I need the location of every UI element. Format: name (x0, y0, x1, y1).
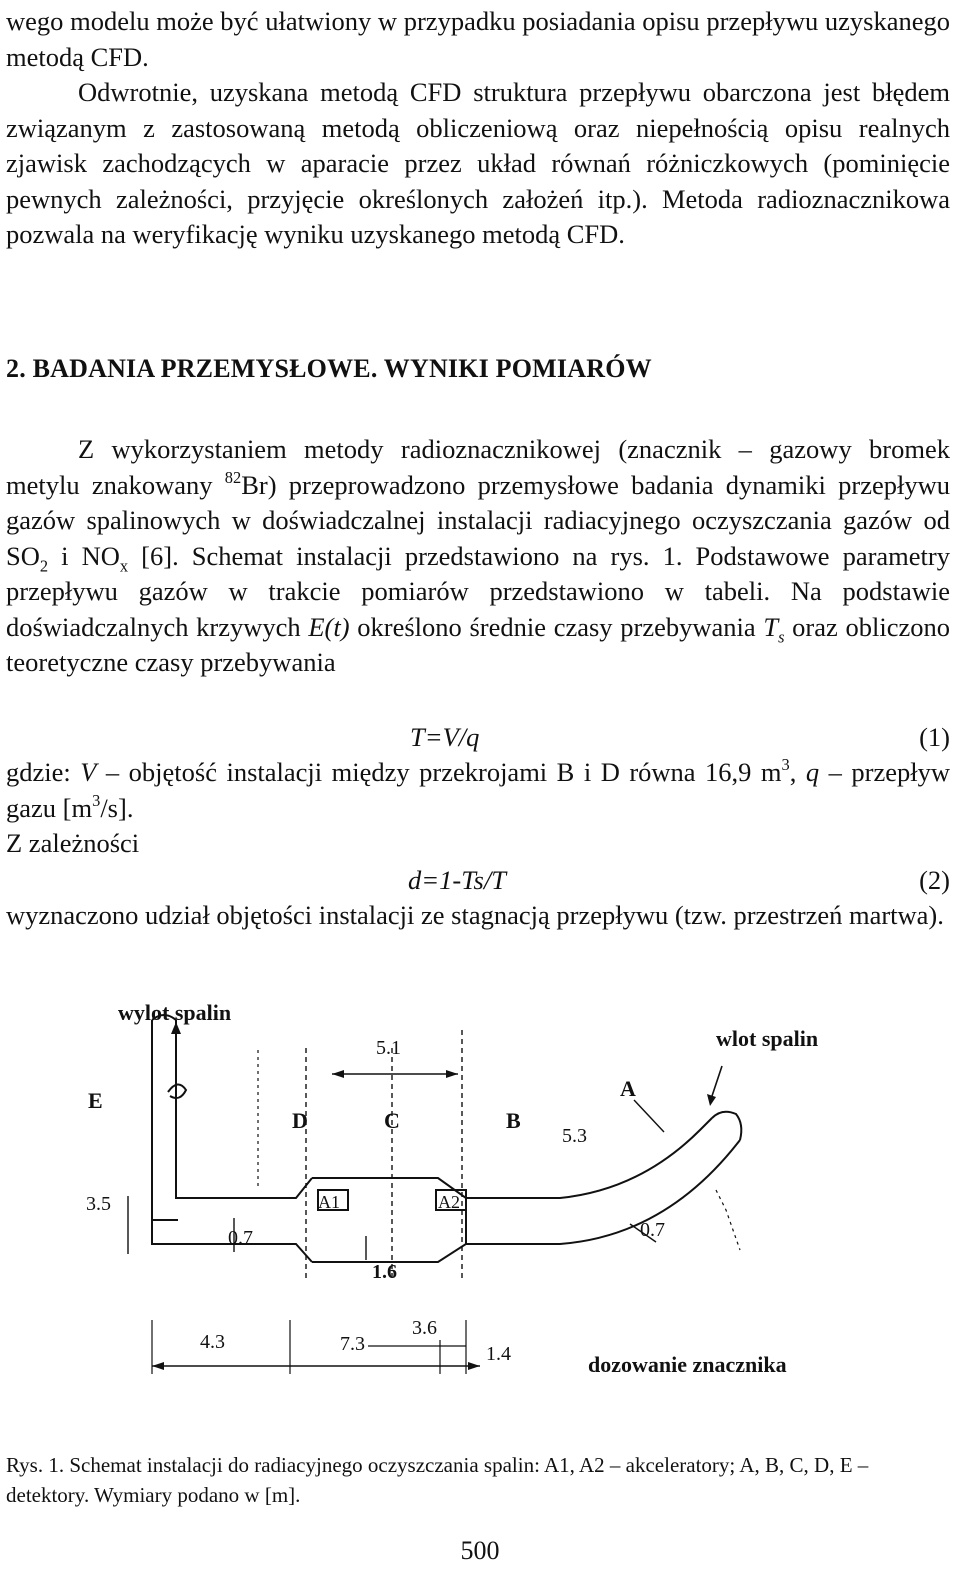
figure-caption: Rys. 1. Schemat instalacji do radiacyjnego oczyszczania spalin: A1, A2 – akceleratory; A, B, C, D, E – detektory. Wymiary podano w [m]. (6, 1453, 869, 1507)
paragraph-1: wego modelu może być ułatwiony w przypadku posiadania opisu przepływu uzyskanego metodą CFD. (6, 6, 950, 72)
paragraph-3 (6, 432, 950, 681)
equation-1-number: (1) (919, 722, 950, 752)
p4-text-3: , (789, 757, 806, 787)
p3-ts-T: T (763, 611, 779, 642)
p4-v: V (80, 757, 97, 787)
p3-text-4: [6]. Schemat instalacji przedstawiono na rys. 1. Podstawowe parametry przepływu gazów w trakcie pomiarów przedstawiono w tabeli. Na podstawie doświadczalnych krzywych (6, 540, 950, 642)
equation-2-number: (2) (919, 865, 950, 895)
label-outlet: wylot spalin (118, 1000, 232, 1025)
dim-3-6: 3.6 (412, 1317, 437, 1339)
paragraph-2: Odwrotnie, uzyskana metodą CFD struktura przepływu obarczona jest błędem związanym z zastosowaną metodą obliczeniową oraz niepełnością opisu realnych zjawisk zachodzących w aparacie przez układ równań różniczkowych (pominięcie pewnych zależności, przyjęcie określonych założeń itp.). Metoda radioznacznikowa pozwala na weryfikację wyniku uzyskanego metodą CFD. (6, 77, 950, 249)
p3-sub-2: 2 (39, 555, 49, 575)
label-b: B (506, 1108, 521, 1133)
p4-text-5: /s]. (100, 792, 134, 823)
p4-sup-3a: 3 (781, 755, 790, 775)
dim-1-4: 1.4 (486, 1343, 511, 1365)
p4-text-2: – objętość instalacji między przekrojami B i D równa 16,9 m (96, 757, 782, 787)
label-c: C (384, 1108, 400, 1133)
p4-text-1: gdzie: (6, 757, 81, 787)
dim-7-3: 7.3 (340, 1333, 365, 1355)
duct-right (466, 1118, 712, 1198)
inlet-end (712, 1112, 741, 1140)
p3-text-3: i NO (48, 540, 120, 571)
label-inlet: wlot spalin (716, 1026, 819, 1051)
dim-5-3: 5.3 (562, 1125, 587, 1147)
dim-0-7-left: 0.7 (228, 1227, 253, 1249)
equation-2-formula: d=1-Ts/T (408, 865, 506, 895)
equation-1 (6, 719, 950, 755)
equation-2 (6, 862, 950, 898)
dim-5-1: 5.1 (376, 1037, 401, 1059)
p4-text-4: – przepływ gazu [m (6, 757, 950, 823)
paragraph-6: wyznaczono udział objętości instalacji ze stagnacją przepływu (tzw. przestrzeń martwa). (6, 900, 944, 930)
p3-et: E(t) (308, 611, 350, 642)
paragraph-4 (6, 755, 950, 826)
label-e: E (88, 1088, 103, 1113)
equation-1-formula: T=V/q (410, 722, 480, 752)
page-number: 500 (460, 1536, 500, 1565)
p3-text-5: określono średnie czasy przebywania (349, 611, 764, 642)
dim-1-6: 1.6 (372, 1261, 397, 1283)
section-heading: 2. BADANIA PRZEMYSŁOWE. WYNIKI POMIARÓW (6, 354, 652, 383)
label-d: D (292, 1108, 308, 1133)
label-dosing: dozowanie znacznika (588, 1352, 787, 1377)
p4-q: q (805, 757, 820, 787)
label-a2: A2 (438, 1192, 460, 1212)
p4-sup-3b: 3 (92, 790, 101, 810)
p3-text-2: Br) przeprowadzono przemysłowe badania dynamiki przepływu gazów spalinowych w doświadczalnej instalacji radiacyjnego oczyszczania gazów od SO (6, 469, 950, 571)
p3-sub-x: x (119, 555, 129, 575)
label-a1: A1 (318, 1192, 340, 1212)
dim-3-5: 3.5 (86, 1193, 111, 1215)
duct-upper-left (176, 1178, 312, 1198)
p3-ts-s: s (778, 626, 785, 646)
p3-sup-82: 82 (224, 467, 242, 487)
paragraph-5: Z zależności (6, 828, 140, 858)
label-a: A (620, 1076, 636, 1101)
dim-0-7-right: 0.7 (640, 1219, 665, 1241)
installation-schematic (0, 990, 960, 1430)
outlet-stack (152, 1020, 178, 1220)
p3-text-1: Z wykorzystaniem metody radioznacznikowej (znacznik – gazowy bromek metylu znakowany (6, 434, 950, 500)
dim-4-3: 4.3 (200, 1331, 225, 1353)
p3-text-6: oraz obliczono teoretyczne czasy przebywania (6, 611, 950, 677)
